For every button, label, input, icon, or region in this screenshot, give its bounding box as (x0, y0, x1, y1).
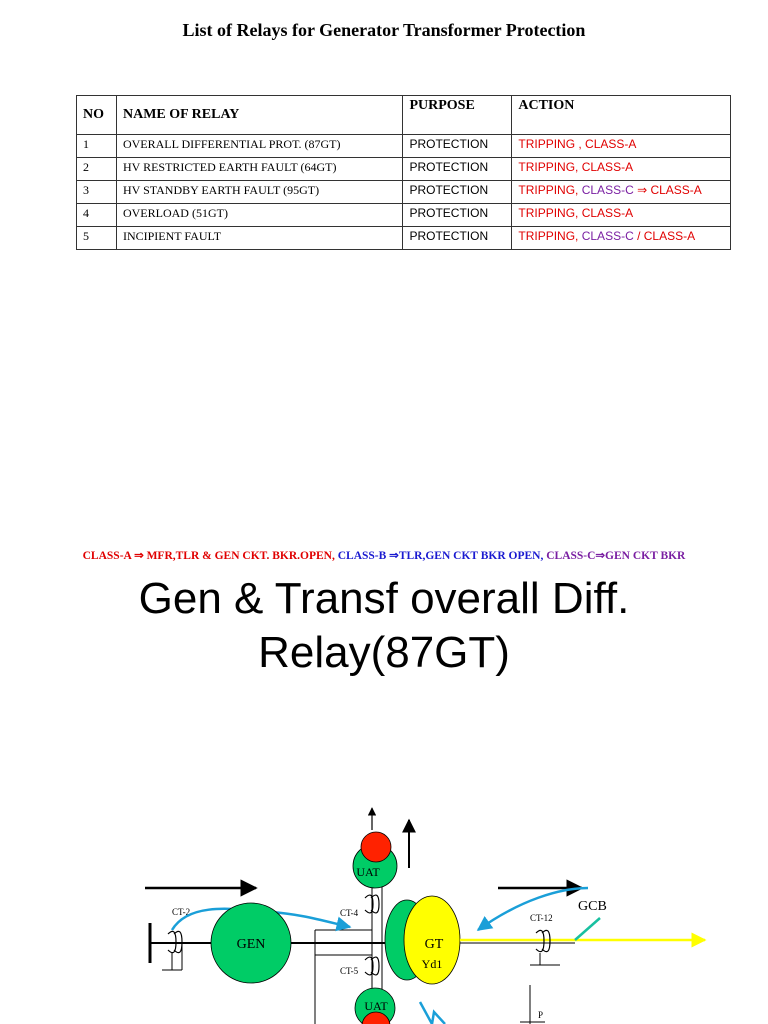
action-text: TRIPPING , CLASS-A (518, 137, 637, 151)
uat-top-winding (361, 832, 391, 862)
cell-purpose: PROTECTION (403, 181, 512, 204)
table-row (77, 204, 731, 227)
action-text: / CLASS-A (633, 229, 696, 243)
action-text: TRIPPING, (518, 183, 582, 197)
legend-class-c: CLASS-C⇒GEN CKT BKR (546, 550, 686, 562)
cell-purpose: PROTECTION (403, 158, 512, 181)
cell-relay-name: OVERLOAD (51GT) (116, 204, 402, 227)
action-text: CLASS-C (581, 183, 634, 197)
cell-purpose: PROTECTION (403, 227, 512, 250)
legend-class-a: CLASS-A ⇒ MFR,TLR & GEN CKT. BKR.OPEN, (82, 550, 338, 562)
action-text: TRIPPING, CLASS-A (518, 206, 634, 220)
cell-action (512, 204, 731, 227)
cell-no: 1 (77, 135, 117, 158)
col-header-name: NAME OF RELAY (116, 96, 402, 135)
cell-relay-name: HV RESTRICTED EARTH FAULT (64GT) (116, 158, 402, 181)
gt-vector-label (422, 957, 443, 971)
cell-no: 5 (77, 227, 117, 250)
relay-table (76, 95, 731, 250)
action-text: TRIPPING, (518, 229, 582, 243)
page-title: List of Relays for Generator Transformer Protection (182, 20, 586, 40)
cell-relay-name: INCIPIENT FAULT (116, 227, 402, 250)
class-legend (0, 548, 768, 562)
p-label: P (538, 1010, 544, 1020)
col-header-no: NO (77, 96, 117, 135)
table-row (77, 135, 731, 158)
table-row (77, 227, 731, 250)
current-arrow-right (478, 888, 588, 930)
gcb-label: GCB (578, 899, 607, 914)
gen-label: GEN (236, 937, 266, 952)
ct12-label: CT-12 (530, 913, 553, 923)
cell-action (512, 158, 731, 181)
cell-action (512, 227, 731, 250)
cell-relay-name: HV STANDBY EARTH FAULT (95GT) (116, 181, 402, 204)
legend-class-b: CLASS-B ⇒TLR,GEN CKT BKR OPEN, (337, 550, 547, 562)
relay-zigzag (420, 1002, 445, 1024)
protection-diagram (0, 790, 768, 1024)
cell-purpose: PROTECTION (403, 135, 512, 158)
action-text: TRIPPING, CLASS-A (518, 160, 634, 174)
cell-relay-name: OVERALL DIFFERENTIAL PROT. (87GT) (116, 135, 402, 158)
col-header-purpose: PURPOSE (403, 96, 512, 135)
cell-purpose: PROTECTION (403, 204, 512, 227)
action-text: ⇒ CLASS-A (633, 183, 702, 197)
ct2-label: CT-2 (172, 907, 191, 917)
cell-no: 4 (77, 204, 117, 227)
ct5-label: CT-5 (340, 966, 359, 976)
table-row (77, 181, 731, 204)
gcb-switch (575, 918, 600, 940)
cell-no: 3 (77, 181, 117, 204)
uat-top-label: UAT (356, 865, 380, 879)
slide-title (0, 572, 768, 680)
table-header-row (77, 96, 731, 135)
slide-title-line2: Relay(87GT) (258, 628, 510, 677)
cell-action (512, 135, 731, 158)
cell-no: 2 (77, 158, 117, 181)
uat-bottom-label: UAT (364, 999, 388, 1013)
col-header-action: ACTION (512, 96, 731, 135)
cell-action (512, 181, 731, 204)
gt-label: GT (424, 937, 444, 952)
table-row (77, 158, 731, 181)
gt-vector-group: Yd1 (421, 957, 443, 971)
slide-title-line1: Gen & Transf overall Diff. (138, 574, 630, 623)
ct4-label: CT-4 (340, 908, 359, 918)
action-text: CLASS-C (581, 229, 634, 243)
